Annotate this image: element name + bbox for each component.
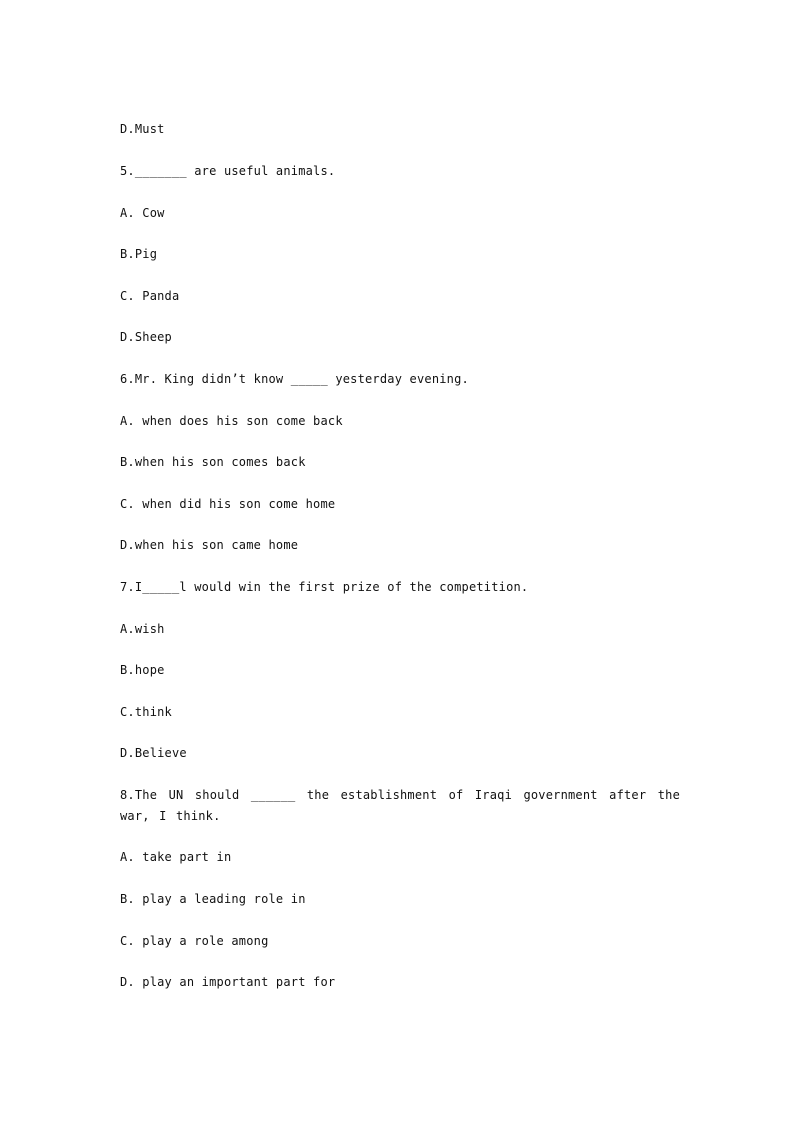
option-8d: D. play an important part for [120, 975, 336, 989]
question-8: 8.The UN should ______ the establishment of Iraqi government after the war, I think. [120, 788, 690, 823]
option-5d: D.Sheep [120, 330, 172, 344]
question-6: 6.Mr. King didn’t know _____ yesterday evening. [120, 372, 469, 386]
option-6d: D.when his son came home [120, 538, 299, 552]
option-7b: B.hope [120, 663, 165, 677]
option-6c: C. when did his son come home [120, 497, 336, 511]
option-8a: A. take part in [120, 850, 232, 864]
question-7: 7.I_____l would win the first prize of the competition. [120, 580, 529, 594]
option-6a: A. when does his son come back [120, 414, 343, 428]
option-8c: C. play a role among [120, 934, 269, 948]
option-5c: C. Panda [120, 289, 180, 303]
option-5a: A. Cow [120, 206, 165, 220]
option-5b: B.Pig [120, 247, 158, 261]
option-7a: A.wish [120, 622, 165, 636]
option-8b: B. play a leading role in [120, 892, 306, 906]
option-7c: C.think [120, 705, 172, 719]
option-4d: D.Must [120, 122, 165, 136]
question-5: 5._______ are useful animals. [120, 164, 336, 178]
option-7d: D.Believe [120, 746, 187, 760]
option-6b: B.when his son comes back [120, 455, 306, 469]
